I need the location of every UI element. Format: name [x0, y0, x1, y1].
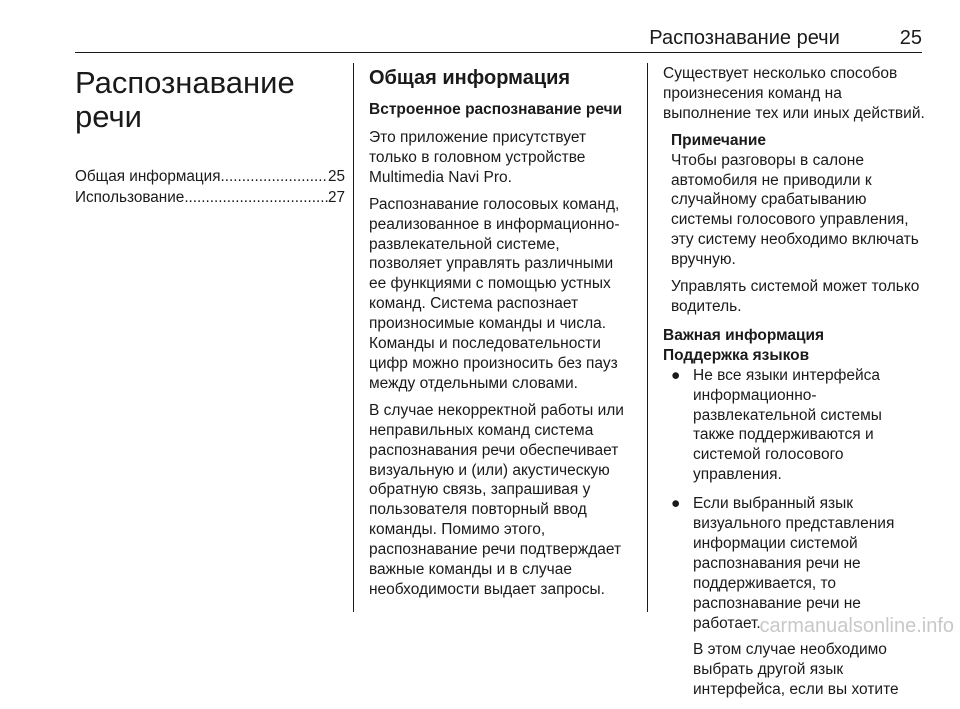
chapter-column	[75, 60, 345, 208]
toc-entry-usage[interactable]	[75, 187, 345, 208]
toc-label: Использование	[75, 189, 185, 206]
list-item	[663, 494, 925, 700]
toc-page: 25	[327, 168, 345, 185]
bullet-icon: ●	[671, 495, 681, 513]
section-title: Общая информация	[369, 67, 571, 89]
toc-leader-dots	[221, 166, 328, 187]
toc-page: 27	[327, 189, 345, 206]
paragraph: Это приложение присутствует только в головном устройстве Multimedia Navi Pro.	[369, 129, 587, 186]
paragraph: Распознавание голосовых команд, реализованное в информационно-развлекательной системе, позволяет управлять различными ее функциями с помощью устных команд. Система распознает произносимые команды и числа. Команды и последовательности цифр можно произносить без пауз между отдельными словами.	[369, 195, 620, 392]
language-support-list	[663, 366, 925, 701]
column-divider-1	[353, 63, 354, 612]
running-title: Распознавание речи	[649, 27, 840, 49]
toc-label: Общая информация	[75, 168, 221, 185]
section-subtitle: Встроенное распознавание речи	[369, 101, 623, 118]
toc-leader-dots	[184, 187, 328, 208]
watermark-logo: carmanualsonline.info	[759, 615, 954, 637]
paragraph: В случае некорректной работы или неправильных команд система распознавания речи обеспечивает визуальную и (или) акустическую обратную связь, запрашивая у пользователя повторный ввод команды. Помимо этого, распознавание речи подтверждает важные команды и в случае необходимости выдает запросы.	[369, 401, 624, 598]
column-divider-2	[647, 63, 648, 612]
note-block	[663, 131, 925, 317]
chapter-title-line-1: Распознавание	[75, 65, 295, 100]
chapter-title	[75, 66, 345, 134]
details-column	[663, 60, 925, 709]
intro-paragraph: Существует несколько способов произнесения команд на выполнение тех или иных действий.	[663, 65, 925, 122]
table-of-contents	[75, 166, 345, 208]
general-info-column	[369, 60, 634, 607]
chapter-title-line-2: речи	[75, 99, 142, 134]
bullet-icon: ●	[671, 366, 681, 384]
list-item-continuation: В этом случае необходимо выбрать другой язык интерфейса, если вы хотите	[693, 641, 899, 699]
list-item	[663, 366, 925, 485]
list-item-text: Если выбранный язык визуального представления информации системой распознавания речи не поддерживается, то распознавание речи не работает.	[693, 495, 895, 632]
note-text-2: Управлять системой может только водитель.	[671, 278, 920, 315]
note-title: Примечание	[671, 131, 766, 149]
page-header	[75, 26, 922, 53]
note-text: Чтобы разговоры в салоне автомобиля не приводили к случайному срабатыванию системы голосового управления, эту систему необходимо включать вручную.	[671, 151, 919, 269]
list-item-text: Не все языки интерфейса информационно-развлекательной системы также поддерживаются и системой голосового управления.	[693, 366, 882, 484]
toc-entry-general[interactable]	[75, 166, 345, 187]
important-info-heading: Важная информация	[663, 326, 825, 344]
language-support-heading: Поддержка языков	[663, 346, 810, 364]
page-number: 25	[899, 27, 922, 49]
